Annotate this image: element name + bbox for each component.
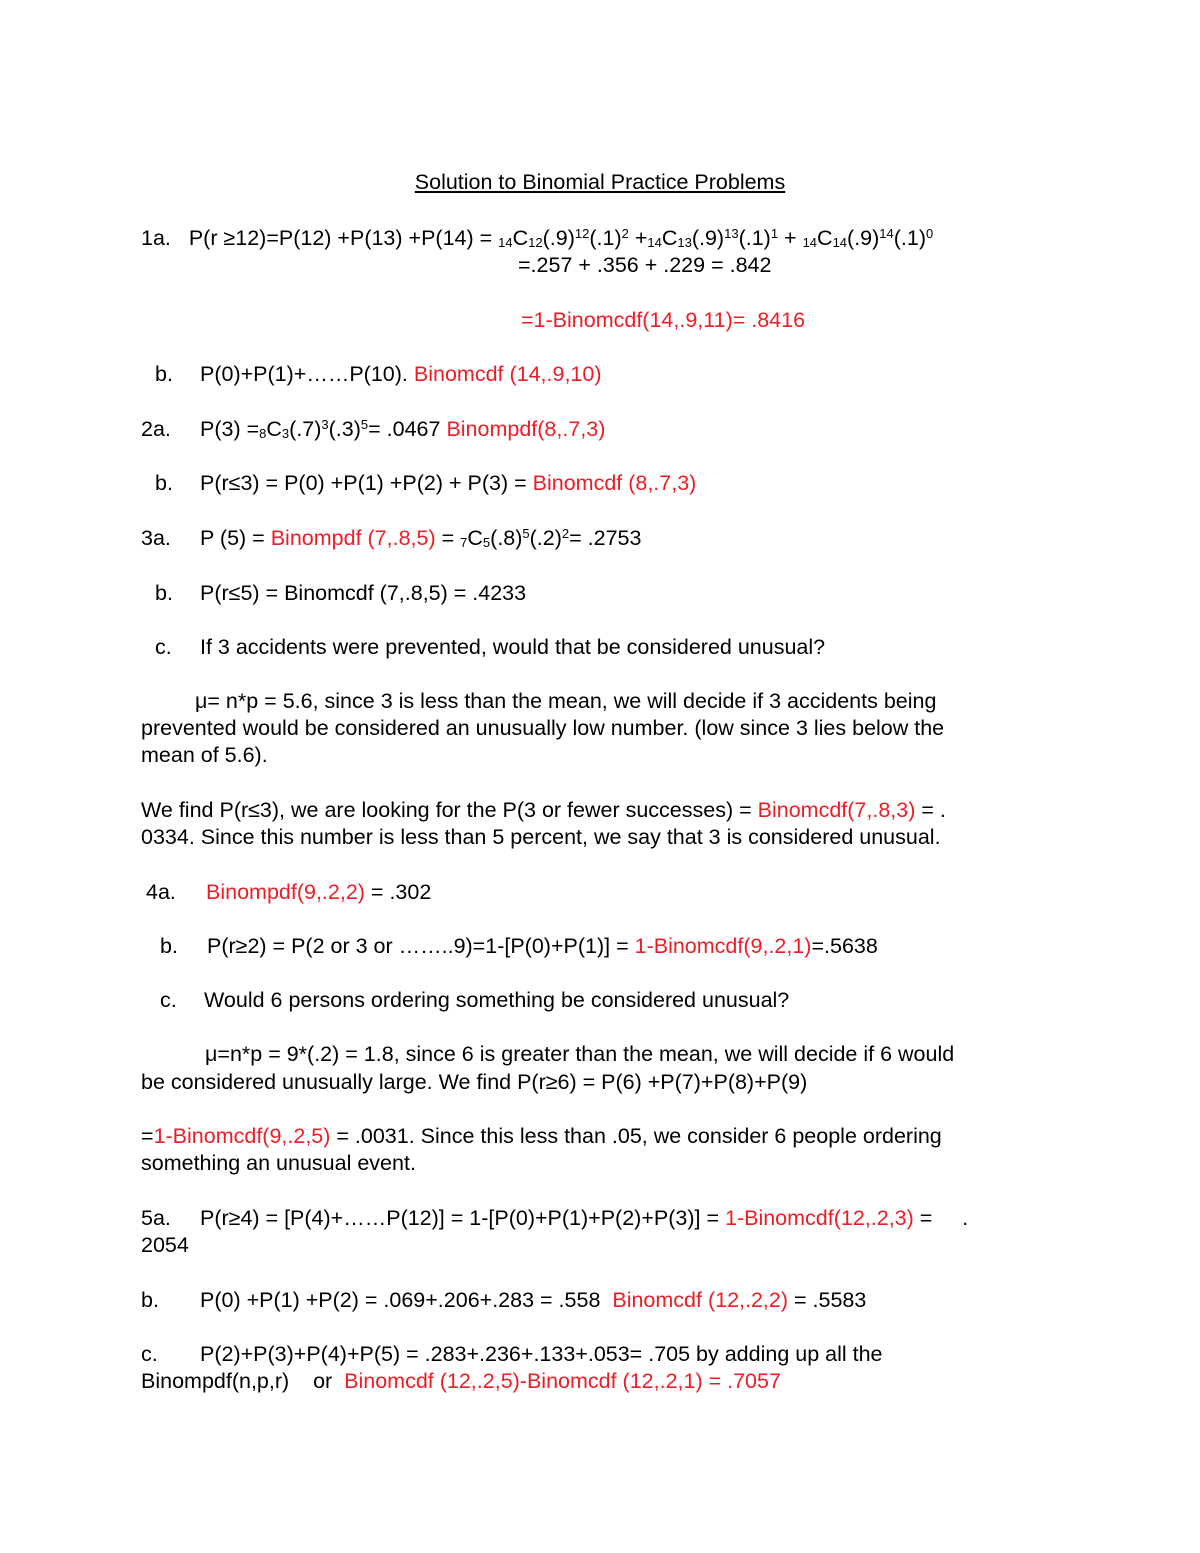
pre-3a: P (5) = — [200, 526, 271, 550]
c-2: C — [661, 226, 678, 250]
q-2: (.1) — [738, 226, 771, 250]
label-1a: 1a. — [141, 226, 171, 250]
calc-5a: 1-Binomcdf(12,.2,3) — [724, 1206, 914, 1230]
q-3a: (.2) — [529, 526, 562, 550]
para-3c-l1: μ= n*p = 5.6, since 3 is less than the mean, we will decide if 3 accidents being — [195, 689, 937, 713]
label-4a: 4a. — [146, 880, 176, 904]
label-3b: b. — [155, 581, 173, 605]
n-2: 14 — [647, 235, 662, 250]
label-3c: c. — [155, 635, 172, 659]
text-1b: P(0)+P(1)+……P(10). — [200, 362, 414, 386]
problem-3b-line — [155, 580, 526, 606]
problem-4a-line — [146, 879, 431, 905]
para-3c-l2: prevented would be considered an unusually low number. (low since 3 lies below the — [141, 716, 945, 740]
problem-3a-line — [141, 525, 641, 556]
p-1: (.9) — [542, 226, 575, 250]
res-4c: = .0031. Since this less than .05, we consider 6 people ordering — [330, 1124, 942, 1148]
text-5c-l2: Binompdf(n,p,r) or — [141, 1369, 345, 1393]
find-3c-eq: = . — [915, 798, 946, 822]
label-4c: c. — [160, 988, 177, 1012]
plus-3: + — [778, 226, 803, 250]
problem-2b-line — [155, 470, 696, 496]
label-4b: b. — [160, 934, 178, 958]
text-5a: P(r≥4) = [P(4)+……P(12)] = 1-[P(0)+P(1)+P(2)+P(3)] = — [200, 1206, 725, 1230]
text-3b: P(r≤5) = Binomcdf (7,.8,5) = .4233 — [200, 581, 527, 605]
c-2a: C — [266, 417, 282, 441]
problem-3c-line — [155, 634, 825, 660]
e2-2a: 5 — [360, 417, 369, 432]
n-2a: 8 — [259, 426, 267, 441]
k-2: 13 — [677, 235, 692, 250]
e2-2: 1 — [770, 226, 779, 241]
k-1: 12 — [528, 235, 543, 250]
k-3a: 5 — [482, 535, 491, 550]
problem-5a-line — [141, 1205, 968, 1231]
para-3c-conclusion: 0334. Since this number is less than 5 percent, we say that 3 is considered unusual. — [141, 825, 941, 849]
res-3a: = .2753 — [569, 526, 642, 550]
e1-3a: 5 — [522, 526, 530, 541]
e1-2a: 3 — [321, 417, 329, 432]
calc-2a: Binompdf(8,.7,3) — [446, 417, 606, 441]
text-2b: P(r≤3) = P(0) +P(1) +P(2) + P(3) = — [200, 471, 533, 495]
calc-1a: =1-Binomcdf(14,.9,11)= .8416 — [521, 308, 806, 332]
e2-3: 0 — [926, 226, 934, 241]
calc-4a: Binompdf(9,.2,2) — [206, 880, 365, 904]
e2-1: 2 — [621, 226, 629, 241]
e1-3: 14 — [879, 226, 894, 241]
eq-3a: = — [435, 526, 461, 550]
problem-5b-line — [141, 1287, 866, 1313]
problem-4b-line — [160, 933, 878, 959]
label-1b: b. — [155, 362, 173, 386]
c-3: C — [817, 226, 833, 250]
res-5b: = .5583 — [788, 1288, 867, 1312]
res-4a: = .302 — [364, 880, 432, 904]
label-5c: c. — [141, 1342, 158, 1366]
para-3c-find — [141, 797, 946, 823]
e2-3a: 2 — [561, 526, 570, 541]
c-3a: C — [467, 526, 483, 550]
label-5b: b. — [141, 1288, 159, 1312]
e1-2: 13 — [724, 226, 739, 241]
pre-2a: P(3) = — [200, 417, 260, 441]
e1-1: 12 — [574, 226, 590, 241]
page-title: Solution to Binomial Practice Problems — [414, 170, 786, 194]
calc-3a: Binompdf (7,.8,5) — [270, 526, 436, 550]
para-3c-l3: mean of 5.6). — [141, 743, 268, 767]
calc-4c: 1-Binomcdf(9,.2,5) — [153, 1124, 331, 1148]
p-3a: (.8) — [490, 526, 523, 550]
q-3: (.1) — [893, 226, 926, 250]
calc-4b: 1-Binomcdf(9,.2,1) — [634, 934, 812, 958]
text-5c: P(2)+P(3)+P(4)+P(5) = .283+.236+.133+.053= .705 by adding up all the — [200, 1342, 883, 1366]
calc-1b: Binomcdf (14,.9,10) — [413, 362, 602, 386]
k-2a: 3 — [281, 426, 290, 441]
calc-5c: Binomcdf (12,.2,5)-Binomcdf (12,.2,1) = .7057 — [344, 1369, 781, 1393]
p-2: (.9) — [691, 226, 725, 250]
n-3a: 7 — [460, 535, 468, 550]
para-4c-conclusion: something an unusual event. — [141, 1151, 416, 1175]
res-5a: = . — [913, 1206, 969, 1230]
p-2a: (.7) — [289, 417, 322, 441]
n-3: 14 — [802, 235, 818, 250]
calc-2b: Binomcdf (8,.7,3) — [532, 471, 697, 495]
para-4c-l1: μ=n*p = 9*(.2) = 1.8, since 6 is greater than the mean, we will decide if 6 would — [205, 1042, 955, 1066]
res-2a: = .0467 — [368, 417, 447, 441]
label-3a: 3a. — [141, 526, 171, 550]
eq-4c: = — [141, 1124, 154, 1148]
problem-1b-line — [155, 361, 602, 387]
text-4c: Would 6 persons ordering something be considered unusual? — [204, 988, 790, 1012]
label-5a: 5a. — [141, 1206, 171, 1230]
label-2b: b. — [155, 471, 173, 495]
problem-4c-line — [160, 987, 789, 1013]
text-5b: P(0) +P(1) +P(2) = .069+.206+.283 = .558 — [200, 1288, 613, 1312]
label-2a: 2a. — [141, 417, 171, 441]
text-3c: If 3 accidents were prevented, would that be considered unusual? — [200, 635, 826, 659]
find-3c-calc: Binomcdf(7,.8,3) — [757, 798, 916, 822]
p-3: (.9) — [847, 226, 880, 250]
para-4c-l2: be considered unusually large. We find P(r≥6) = P(6) +P(7)+P(8)+P(9) — [141, 1070, 808, 1094]
k-3: 14 — [832, 235, 848, 250]
n-1: 14 — [498, 235, 513, 250]
find-3c-text: We find P(r≤3), we are looking for the P(3 or fewer successes) = — [141, 798, 758, 822]
res-4b: =.5638 — [811, 934, 878, 958]
c-1: C — [512, 226, 529, 250]
plus-2: + — [628, 226, 648, 250]
problem-5c-line — [141, 1341, 883, 1367]
para-4c-result — [141, 1123, 942, 1149]
q-1: (.1) — [589, 226, 622, 250]
sum-1a: =.257 + .356 + .229 = .842 — [518, 253, 772, 277]
q-2a: (.3) — [328, 417, 361, 441]
problem-5c-l2 — [141, 1368, 781, 1394]
expr-1a: P(r ≥12)=P(12) +P(13) +P(14) = — [188, 226, 499, 250]
result-5a-l2: 2054 — [141, 1233, 189, 1257]
calc-5b: Binomcdf (12,.2,2) — [612, 1288, 789, 1312]
problem-2a-line — [141, 416, 605, 447]
text-4b: P(r≥2) = P(2 or 3 or ……..9)=1-[P(0)+P(1)] = — [207, 934, 635, 958]
